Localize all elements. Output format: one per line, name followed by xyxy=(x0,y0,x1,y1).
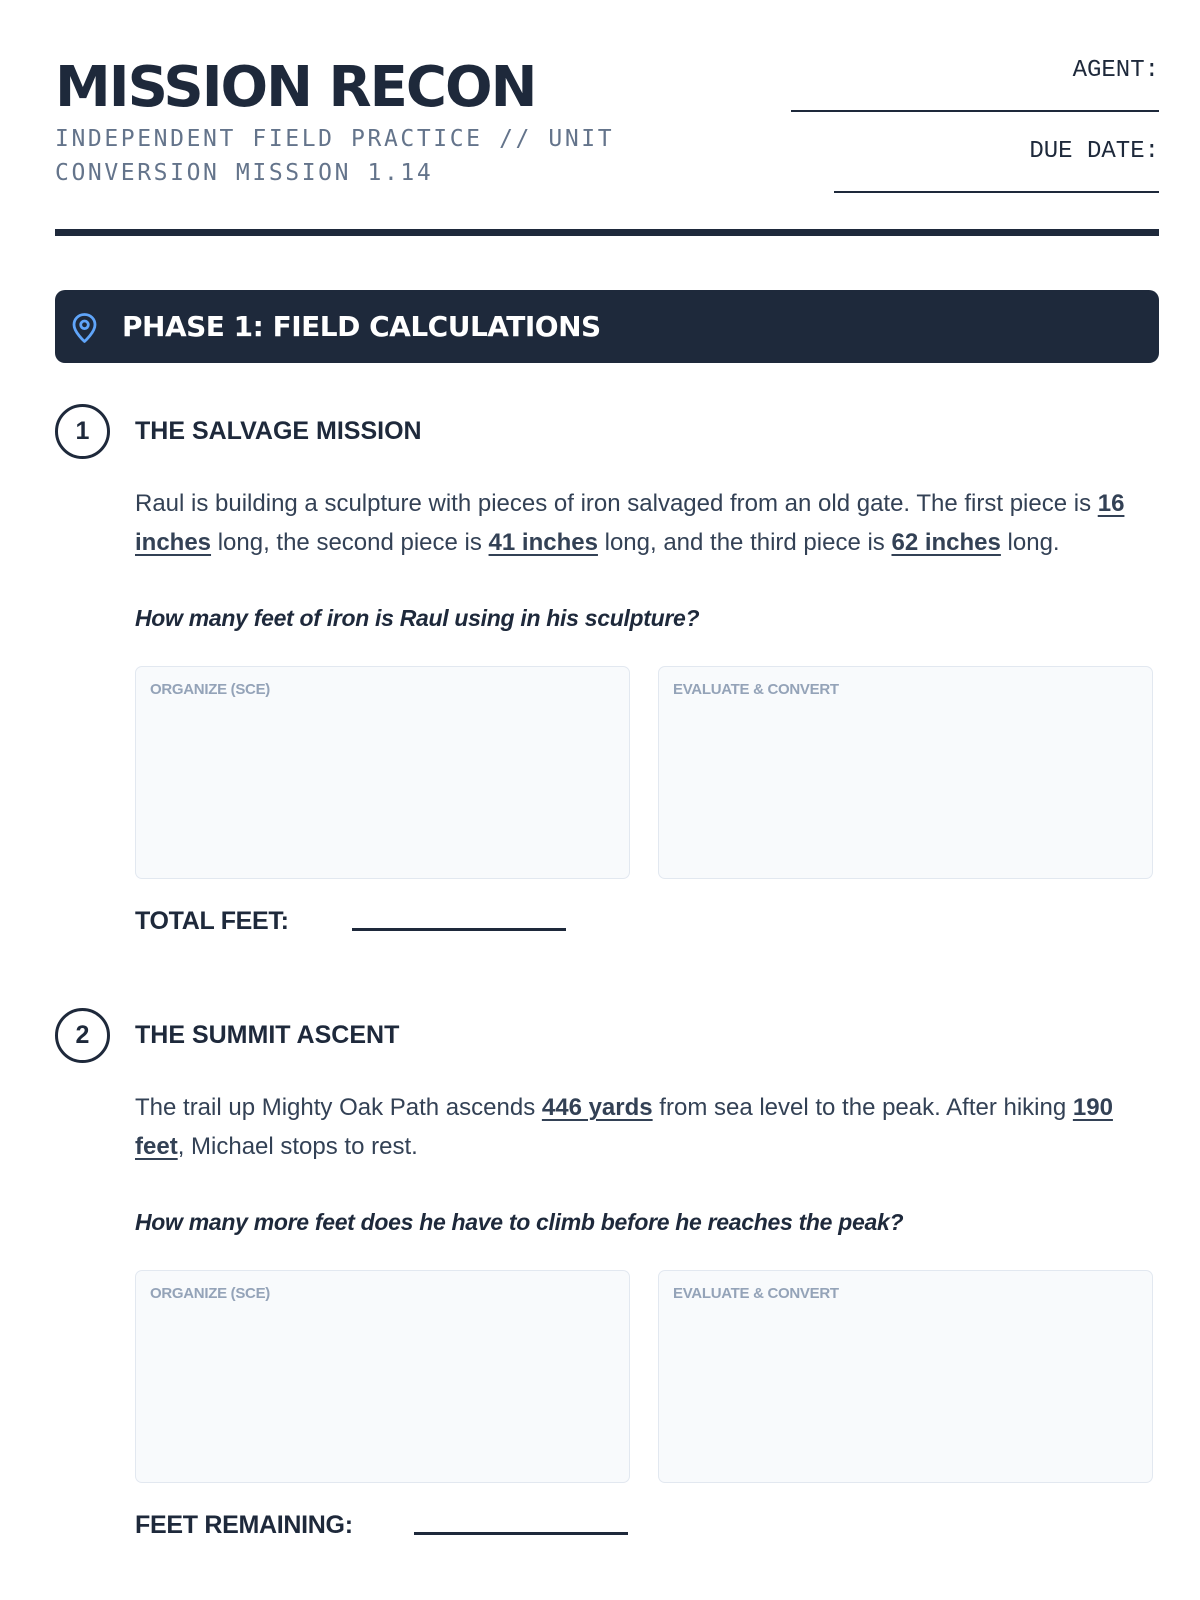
work-box-label: ORGANIZE (SCE) xyxy=(150,681,270,698)
answer-blank[interactable] xyxy=(352,928,566,931)
given-value: 16 inches xyxy=(135,490,1125,556)
evaluate-work-box[interactable] xyxy=(658,1270,1153,1483)
due-date-label: DUE DATE: xyxy=(1029,138,1159,165)
worksheet-page xyxy=(55,0,1159,1600)
page-subtitle xyxy=(55,122,675,190)
problem-title: THE SUMMIT ASCENT xyxy=(135,1021,400,1049)
given-value: 62 inches xyxy=(891,529,1001,556)
problem-question: How many more feet does he have to climb before he reaches the peak? xyxy=(135,1209,904,1235)
agent-name-blank[interactable] xyxy=(791,110,1159,112)
problem-text-segment: Raul is building a sculpture with pieces of iron salvaged from an old gate. The first piece is xyxy=(135,490,1098,517)
due-date-blank[interactable] xyxy=(834,191,1159,193)
worksheet-header xyxy=(55,0,1159,236)
given-value: 446 yards xyxy=(541,1094,653,1121)
phase-banner xyxy=(55,290,1159,363)
subtitle-line-1: INDEPENDENT FIELD PRACTICE // UNIT xyxy=(55,126,615,152)
work-box-label: ORGANIZE (SCE) xyxy=(150,1285,270,1302)
problem-text-segment: The trail up Mighty Oak Path ascends xyxy=(135,1094,542,1121)
problem-text xyxy=(135,484,1159,562)
header-divider xyxy=(55,229,1159,236)
problem-text-segment: long. xyxy=(1000,529,1060,556)
problem-text-segment: from sea level to the peak. After hiking xyxy=(652,1094,1073,1121)
problem-text-segment: long, and the third piece is xyxy=(597,529,892,556)
work-box-label: EVALUATE & CONVERT xyxy=(673,681,839,698)
answer-label: FEET REMAINING: xyxy=(135,1511,353,1539)
answer-label: TOTAL FEET: xyxy=(135,907,289,935)
evaluate-work-box[interactable] xyxy=(658,666,1153,879)
subtitle-line-2: CONVERSION MISSION 1.14 xyxy=(55,160,434,186)
page-title: MISSION RECON xyxy=(55,55,536,120)
given-value: 190 feet xyxy=(135,1094,1113,1160)
given-value: 41 inches xyxy=(488,529,598,556)
problem-question: How many feet of iron is Raul using in his sculpture? xyxy=(135,605,700,631)
problem-number-badge: 1 xyxy=(55,404,110,459)
problem-text-segment: , Michael stops to rest. xyxy=(177,1133,418,1160)
phase-title: PHASE 1: FIELD CALCULATIONS xyxy=(122,310,601,343)
map-pin-icon xyxy=(70,312,99,344)
problem-title: THE SALVAGE MISSION xyxy=(135,417,422,445)
organize-work-box[interactable] xyxy=(135,1270,630,1483)
work-box-label: EVALUATE & CONVERT xyxy=(673,1285,839,1302)
problem-text xyxy=(135,1088,1159,1166)
agent-label: AGENT: xyxy=(1072,57,1159,84)
problem-text-segment: long, the second piece is xyxy=(211,529,489,556)
problem-number-badge: 2 xyxy=(55,1008,110,1063)
answer-blank[interactable] xyxy=(414,1532,628,1535)
organize-work-box[interactable] xyxy=(135,666,630,879)
